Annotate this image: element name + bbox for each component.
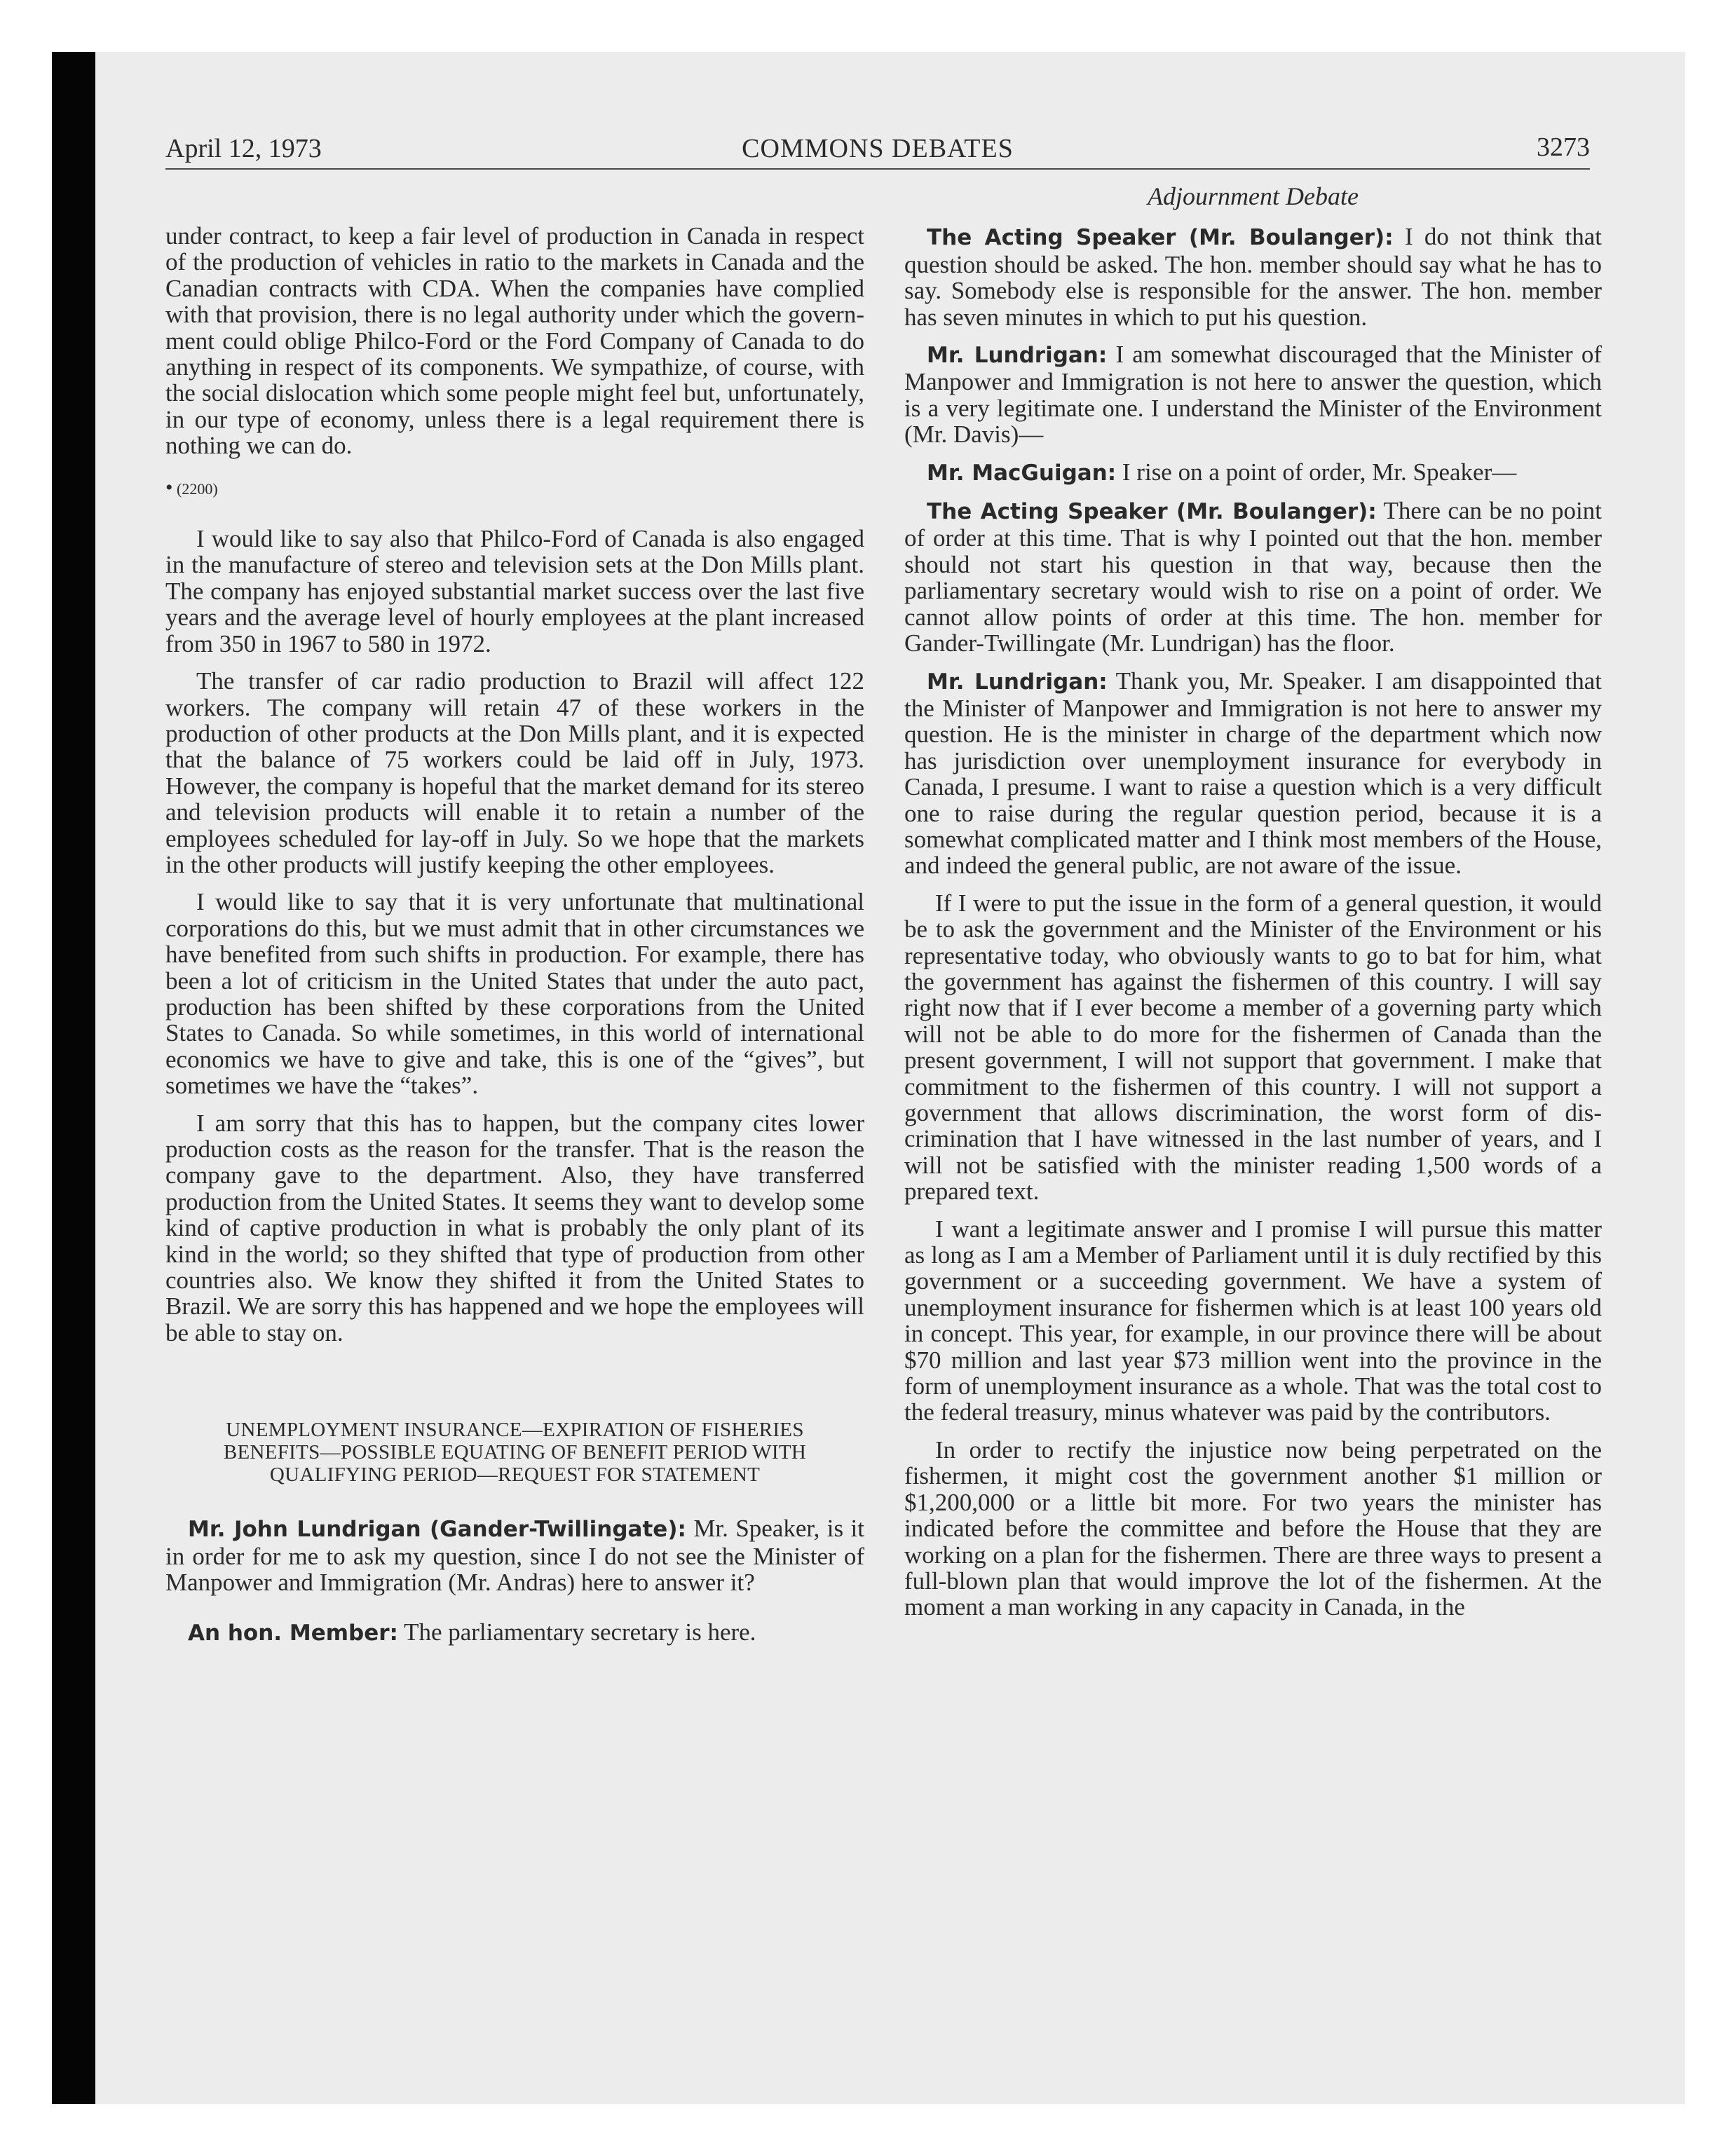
paragraph: under contract, to keep a fair level of production in Canada in respect of the production of vehicles in ratio to the markets in Canada and the Canadian contracts with CDA. When the companies have complied with that provision, there is no legal authority under which the government could oblige Philco-Ford or the Ford Company of Canada to do anything in respect of its components. We sympathize, of course, with the social dislocation which some people might feel but, unfortunately, in our type of economy, unless there is a legal requirement there is nothing we can do. <box>165 222 864 460</box>
speaker-name: Mr. Lundrigan: <box>927 343 1108 369</box>
left-column <box>165 223 864 1658</box>
speaker-name: The Acting Speaker (Mr. Boulanger): <box>927 225 1394 251</box>
paragraph: I would like to say also that Philco-Ford of Canada is also engaged in the manufacture of stereo and television sets at the Don Mills plant. The company has enjoyed substantial market success over the last five years and the average level of hourly employees at the plant increased from 350 in 1967 to 580 in 1972. <box>165 525 864 657</box>
right-column <box>904 184 1602 1632</box>
speech-paragraph <box>904 224 1602 330</box>
speaker-name: The Acting Speaker (Mr. Boulanger): <box>927 499 1377 525</box>
speech-paragraph <box>165 1619 864 1646</box>
speech-paragraph <box>904 341 1602 448</box>
speech-paragraph <box>904 498 1602 656</box>
speech-paragraph <box>904 668 1602 879</box>
paragraph: I would like to say that it is very unfortunate that multinational corporations do this, but we must admit that in other circumstances we have benefited from such shifts in production. For example, there has been a lot of criticism in the United States that under the auto pact, production has been shifted by these corporations from the United States to Canada. So while sometimes, in this world of international economics we have to give and take, this is one of the “gives”, but sometimes we have the “takes”. <box>165 888 864 1100</box>
header-publication-title: COMMONS DEBATES <box>742 134 1014 163</box>
speaker-name: An hon. Member: <box>188 1621 398 1646</box>
paragraph: The transfer of car radio production to Brazil will affect 122 workers. The company will retain 47 of these workers in the production of other products at the Don Mills plant, and it is expected that the balance of 75 workers could be laid off in July, 1973. However, the company is hopeful that the market demand for its stereo and television products will enable it to retain a number of the employees scheduled for lay-off in July. So we hope that the markets in the other products will justify keeping the other employees. <box>165 667 864 878</box>
speaker-name: Mr. John Lundrigan (Gander-Twillingate): <box>188 1517 686 1543</box>
paragraph: I am sorry that this has to happen, but the company cites lower production costs as the reason for the transfer. That is the reason the company gave to the department. Also, they have transferred production from the United States. It seems they want to develop some kind of captive production in what is probably the only plant of its kind in the world; so they shifted that type of production from other countries also. We know they shifted it from the United States to Brazil. We are sorry this has happened and we hope the employees will be able to stay on. <box>165 1109 864 1346</box>
speech-text: The parliamentary secretary is here. <box>404 1618 756 1646</box>
speech-text: I rise on a point of order, Mr. Speaker— <box>1122 458 1517 486</box>
page-binding-edge <box>52 52 95 2104</box>
speech-paragraph <box>165 1515 864 1595</box>
header-date: April 12, 1973 <box>165 134 322 163</box>
time-marker-label: (2200) <box>177 479 218 498</box>
speech-text: I am somewhat discouraged that the Minister of Manpower and Immigration is not here to answer the question, which is a very legitimate one. I understand the Minister of the Environment (Mr. Davis)— <box>904 341 1603 449</box>
time-marker <box>165 475 864 502</box>
speaker-name: Mr. Lundrigan: <box>927 669 1108 695</box>
bullet-icon: • <box>165 475 173 499</box>
paragraph: If I were to put the issue in the form of a general question, it would be to ask the government and the Minister of the Environment or his representative today, who obviously wants to go to bat for him, what the government has against the fishermen of this country. I will say right now that if I ever become a member of a governing party which will not be able to do more for the fishermen of Canada than the present government, I will not support that government. I make that commitment to the fishermen of this country. I will not support a government that allows discrimination, the worst form of discrimination that I have witnessed in the last number of years, and I will not be satisfied with the minister reading 1,500 words of a prepared text. <box>904 889 1602 1206</box>
page-header <box>165 126 1590 170</box>
speech-paragraph <box>904 459 1602 486</box>
paragraph: In order to rectify the injustice now being perpetrated on the fishermen, it might cost the government another $1 million or $1,200,000 or a little bit more. For two years the minister has indicated before the committee and before the House that they are working on a plan for the fishermen. There are three ways to present a full-blown plan that would improve the lot of the fishermen. At the moment a man working in any capacity in Canada, in the <box>904 1435 1602 1621</box>
speaker-name: Mr. MacGuigan: <box>927 460 1117 486</box>
speech-text: Mr. Speaker, is it in order for me to ask my question, since I do not see the Minister of Manpower and Immigration (Mr. Andras) here to answer it? <box>165 1515 865 1597</box>
running-head: Adjournment Debate <box>1148 182 1359 210</box>
speech-text: I do not think that question should be asked. The hon. member should say what he has to say. Somebody else is responsible for the answer. The hon. member has seven minutes in which to put his question. <box>904 223 1602 331</box>
paragraph: I want a legitimate answer and I promise I will pursue this matter as long as I am a Member of Parliament until it is duly rectified by this government or a succeeding government. We have a system of unemployment insurance for fishermen which is at least 100 years old in concept. This year, for example, in our province there will be about $70 million and last year $73 million went into the province in the form of unemployment insurance as a whole. That was the total cost to the federal treasury, minus whatever was paid by the contributors. <box>904 1215 1602 1426</box>
speech-text: Thank you, Mr. Speaker. I am disappointed that the Minister of Manpower and Immigration is not here to answer my question. He is the minister in charge of the department which now has jurisdiction over unemployment insurance for everybody in Canada, I presume. I want to raise a question which is a very difficult one to raise during the regular question period, because it is a somewhat complicated matter and I think most members of the House, and indeed the general public, are not aware of the issue. <box>904 667 1603 880</box>
speech-text: There can be no point of order at this time. That is why I pointed out that the hon. member should not start his question in that way, because then the parliamentary secretary would wish to rise on a point of order. We cannot allow points of order at this time. The hon. member for Gander-Twillingate (Mr. Lundrigan) has the floor. <box>904 497 1602 657</box>
section-heading: UNEMPLOYMENT INSURANCE—EXPIRATION OF FISHERIES BENEFITS—POSSIBLE EQUATING OF BENEFIT PERIOD WITH QUALIFYING PERIOD—REQUEST FOR STATEMENT <box>223 1419 807 1487</box>
header-page-number: 3273 <box>1537 132 1590 162</box>
